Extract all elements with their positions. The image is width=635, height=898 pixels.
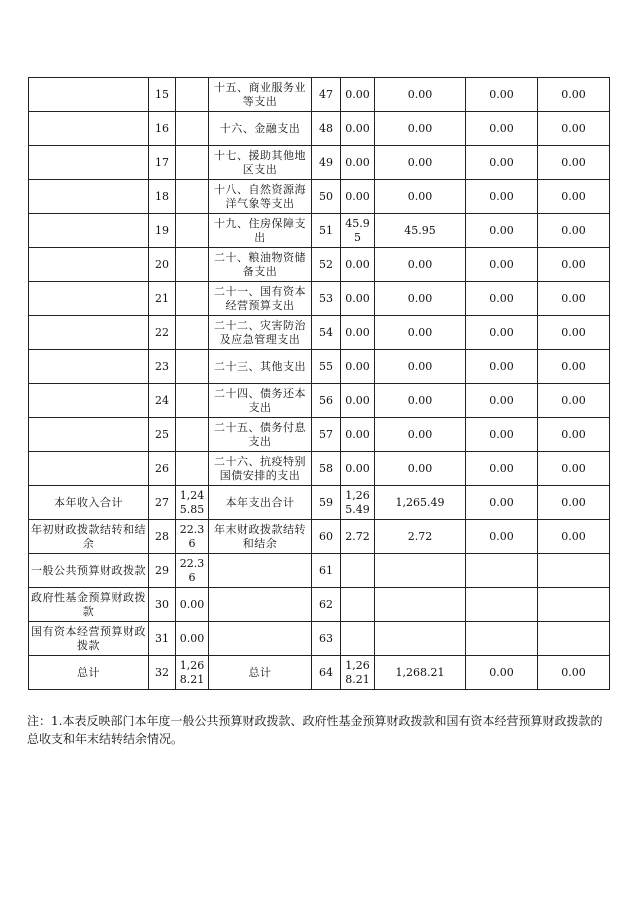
income-item-cell: 国有资本经营预算财政拨款 [29,622,149,656]
expense-row-no-cell: 64 [312,656,341,690]
expense-total-cell: 1,265.49 [341,486,375,520]
income-item-cell [29,180,149,214]
income-amount-cell [176,214,209,248]
income-amount-cell [176,418,209,452]
table-row [29,418,610,452]
income-row-no-cell: 20 [149,248,176,282]
footnote: 注：1.本表反映部门本年度一般公共预算财政拨款、政府性基金预算财政拨款和国有资本经营预算财政拨款的总收支和年末结转结余情况。 [27,714,603,746]
table-row [29,214,610,248]
income-row-no-cell: 23 [149,350,176,384]
income-amount-cell [176,146,209,180]
income-amount-cell [176,384,209,418]
general-budget-cell: 0.00 [375,248,466,282]
gov-fund-budget-cell: 0.00 [466,486,538,520]
expense-row-no-cell: 49 [312,146,341,180]
table-row [29,588,610,622]
expense-row-no-cell: 53 [312,282,341,316]
general-budget-cell: 0.00 [375,282,466,316]
income-item-cell [29,282,149,316]
expense-total-cell: 0.00 [341,282,375,316]
general-budget-cell: 0.00 [375,180,466,214]
expense-item-cell [209,622,312,656]
general-budget-cell: 0.00 [375,146,466,180]
gov-fund-budget-cell: 0.00 [466,418,538,452]
general-budget-cell: 0.00 [375,350,466,384]
income-item-cell [29,316,149,350]
state-capital-budget-cell: 0.00 [538,78,610,112]
expense-item-cell: 年末财政拨款结转和结余 [209,520,312,554]
state-capital-budget-cell: 0.00 [538,282,610,316]
table-row [29,622,610,656]
expense-row-no-cell: 59 [312,486,341,520]
expense-item-cell: 本年支出合计 [209,486,312,520]
income-amount-cell [176,180,209,214]
expense-row-no-cell: 52 [312,248,341,282]
expense-item-cell: 十五、商业服务业等支出 [209,78,312,112]
expense-item-cell: 十九、住房保障支出 [209,214,312,248]
expense-row-no-cell: 61 [312,554,341,588]
expense-item-cell: 二十六、抗疫特别国债安排的支出 [209,452,312,486]
income-row-no-cell: 19 [149,214,176,248]
state-capital-budget-cell [538,588,610,622]
general-budget-cell: 0.00 [375,316,466,350]
income-item-cell: 年初财政拨款结转和结余 [29,520,149,554]
expense-item-cell: 十七、援助其他地区支出 [209,146,312,180]
income-row-no-cell: 27 [149,486,176,520]
expense-total-cell: 1,268.21 [341,656,375,690]
state-capital-budget-cell: 0.00 [538,350,610,384]
table-row [29,282,610,316]
general-budget-cell: 1,265.49 [375,486,466,520]
general-budget-cell: 2.72 [375,520,466,554]
income-item-cell [29,384,149,418]
expense-total-cell: 0.00 [341,350,375,384]
table-row [29,316,610,350]
expense-total-cell: 0.00 [341,112,375,146]
gov-fund-budget-cell: 0.00 [466,282,538,316]
expense-row-no-cell: 48 [312,112,341,146]
income-amount-cell: 22.36 [176,554,209,588]
general-budget-cell: 45.95 [375,214,466,248]
state-capital-budget-cell: 0.00 [538,214,610,248]
income-row-no-cell: 24 [149,384,176,418]
income-row-no-cell: 21 [149,282,176,316]
expense-total-cell: 2.72 [341,520,375,554]
table-row [29,78,610,112]
expense-item-cell [209,588,312,622]
income-item-cell [29,418,149,452]
expense-total-cell: 0.00 [341,384,375,418]
income-amount-cell [176,452,209,486]
income-row-no-cell: 15 [149,78,176,112]
income-item-cell [29,248,149,282]
expense-row-no-cell: 56 [312,384,341,418]
general-budget-cell: 0.00 [375,112,466,146]
financial-table [28,77,610,690]
gov-fund-budget-cell: 0.00 [466,452,538,486]
gov-fund-budget-cell: 0.00 [466,112,538,146]
table-row [29,384,610,418]
state-capital-budget-cell [538,622,610,656]
income-row-no-cell: 32 [149,656,176,690]
income-row-no-cell: 30 [149,588,176,622]
state-capital-budget-cell: 0.00 [538,418,610,452]
expense-row-no-cell: 51 [312,214,341,248]
expense-total-cell: 45.95 [341,214,375,248]
income-amount-cell [176,350,209,384]
income-amount-cell [176,112,209,146]
table-row [29,452,610,486]
general-budget-cell: 0.00 [375,452,466,486]
expense-row-no-cell: 50 [312,180,341,214]
income-amount-cell [176,316,209,350]
general-budget-cell: 0.00 [375,78,466,112]
state-capital-budget-cell: 0.00 [538,316,610,350]
expense-total-cell [341,588,375,622]
table-row [29,180,610,214]
gov-fund-budget-cell: 0.00 [466,146,538,180]
table-row [29,350,610,384]
gov-fund-budget-cell: 0.00 [466,214,538,248]
state-capital-budget-cell: 0.00 [538,486,610,520]
expense-row-no-cell: 57 [312,418,341,452]
income-row-no-cell: 31 [149,622,176,656]
expense-item-cell: 二十一、国有资本经营预算支出 [209,282,312,316]
state-capital-budget-cell: 0.00 [538,248,610,282]
state-capital-budget-cell: 0.00 [538,112,610,146]
general-budget-cell: 0.00 [375,384,466,418]
state-capital-budget-cell: 0.00 [538,452,610,486]
income-row-no-cell: 22 [149,316,176,350]
expense-row-no-cell: 60 [312,520,341,554]
expense-row-no-cell: 55 [312,350,341,384]
general-budget-cell [375,554,466,588]
income-amount-cell: 22.36 [176,520,209,554]
expense-row-no-cell: 54 [312,316,341,350]
gov-fund-budget-cell [466,588,538,622]
general-budget-cell [375,588,466,622]
table-row [29,520,610,554]
state-capital-budget-cell: 0.00 [538,656,610,690]
gov-fund-budget-cell [466,622,538,656]
state-capital-budget-cell: 0.00 [538,146,610,180]
income-row-no-cell: 18 [149,180,176,214]
gov-fund-budget-cell: 0.00 [466,180,538,214]
expense-total-cell: 0.00 [341,316,375,350]
expense-row-no-cell: 47 [312,78,341,112]
gov-fund-budget-cell: 0.00 [466,520,538,554]
state-capital-budget-cell: 0.00 [538,180,610,214]
expense-item-cell [209,554,312,588]
income-row-no-cell: 25 [149,418,176,452]
expense-item-cell: 二十三、其他支出 [209,350,312,384]
expense-total-cell: 0.00 [341,78,375,112]
expense-total-cell: 0.00 [341,418,375,452]
gov-fund-budget-cell: 0.00 [466,316,538,350]
income-amount-cell: 1,245.85 [176,486,209,520]
income-item-cell [29,452,149,486]
expense-item-cell: 总计 [209,656,312,690]
expense-total-cell [341,622,375,656]
general-budget-cell: 0.00 [375,418,466,452]
state-capital-budget-cell: 0.00 [538,384,610,418]
income-item-cell [29,78,149,112]
state-capital-budget-cell [538,554,610,588]
income-amount-cell [176,78,209,112]
gov-fund-budget-cell: 0.00 [466,78,538,112]
income-item-cell [29,112,149,146]
income-amount-cell: 0.00 [176,622,209,656]
gov-fund-budget-cell: 0.00 [466,350,538,384]
expense-total-cell: 0.00 [341,146,375,180]
expense-row-no-cell: 58 [312,452,341,486]
table-row [29,112,610,146]
income-row-no-cell: 16 [149,112,176,146]
income-item-cell: 总计 [29,656,149,690]
income-amount-cell [176,248,209,282]
table-row [29,248,610,282]
income-amount-cell: 0.00 [176,588,209,622]
gov-fund-budget-cell: 0.00 [466,384,538,418]
gov-fund-budget-cell: 0.00 [466,656,538,690]
expense-item-cell: 十八、自然资源海洋气象等支出 [209,180,312,214]
income-row-no-cell: 26 [149,452,176,486]
income-item-cell: 本年收入合计 [29,486,149,520]
income-row-no-cell: 17 [149,146,176,180]
expense-item-cell: 十六、金融支出 [209,112,312,146]
state-capital-budget-cell: 0.00 [538,520,610,554]
income-item-cell: 一般公共预算财政拨款 [29,554,149,588]
income-item-cell [29,350,149,384]
expense-row-no-cell: 63 [312,622,341,656]
expense-total-cell: 0.00 [341,180,375,214]
table-row [29,486,610,520]
income-item-cell: 政府性基金预算财政拨款 [29,588,149,622]
gov-fund-budget-cell: 0.00 [466,248,538,282]
expense-total-cell: 0.00 [341,452,375,486]
gov-fund-budget-cell [466,554,538,588]
expense-total-cell [341,554,375,588]
income-item-cell [29,214,149,248]
income-amount-cell: 1,268.21 [176,656,209,690]
general-budget-cell [375,622,466,656]
expense-total-cell: 0.00 [341,248,375,282]
income-item-cell [29,146,149,180]
general-budget-cell: 1,268.21 [375,656,466,690]
expense-item-cell: 二十五、债务付息支出 [209,418,312,452]
expense-item-cell: 二十四、债务还本支出 [209,384,312,418]
income-row-no-cell: 29 [149,554,176,588]
expense-item-cell: 二十二、灾害防治及应急管理支出 [209,316,312,350]
income-row-no-cell: 28 [149,520,176,554]
table-row [29,554,610,588]
expense-row-no-cell: 62 [312,588,341,622]
table-row [29,656,610,690]
expense-item-cell: 二十、粮油物资储备支出 [209,248,312,282]
table-row [29,146,610,180]
income-amount-cell [176,282,209,316]
